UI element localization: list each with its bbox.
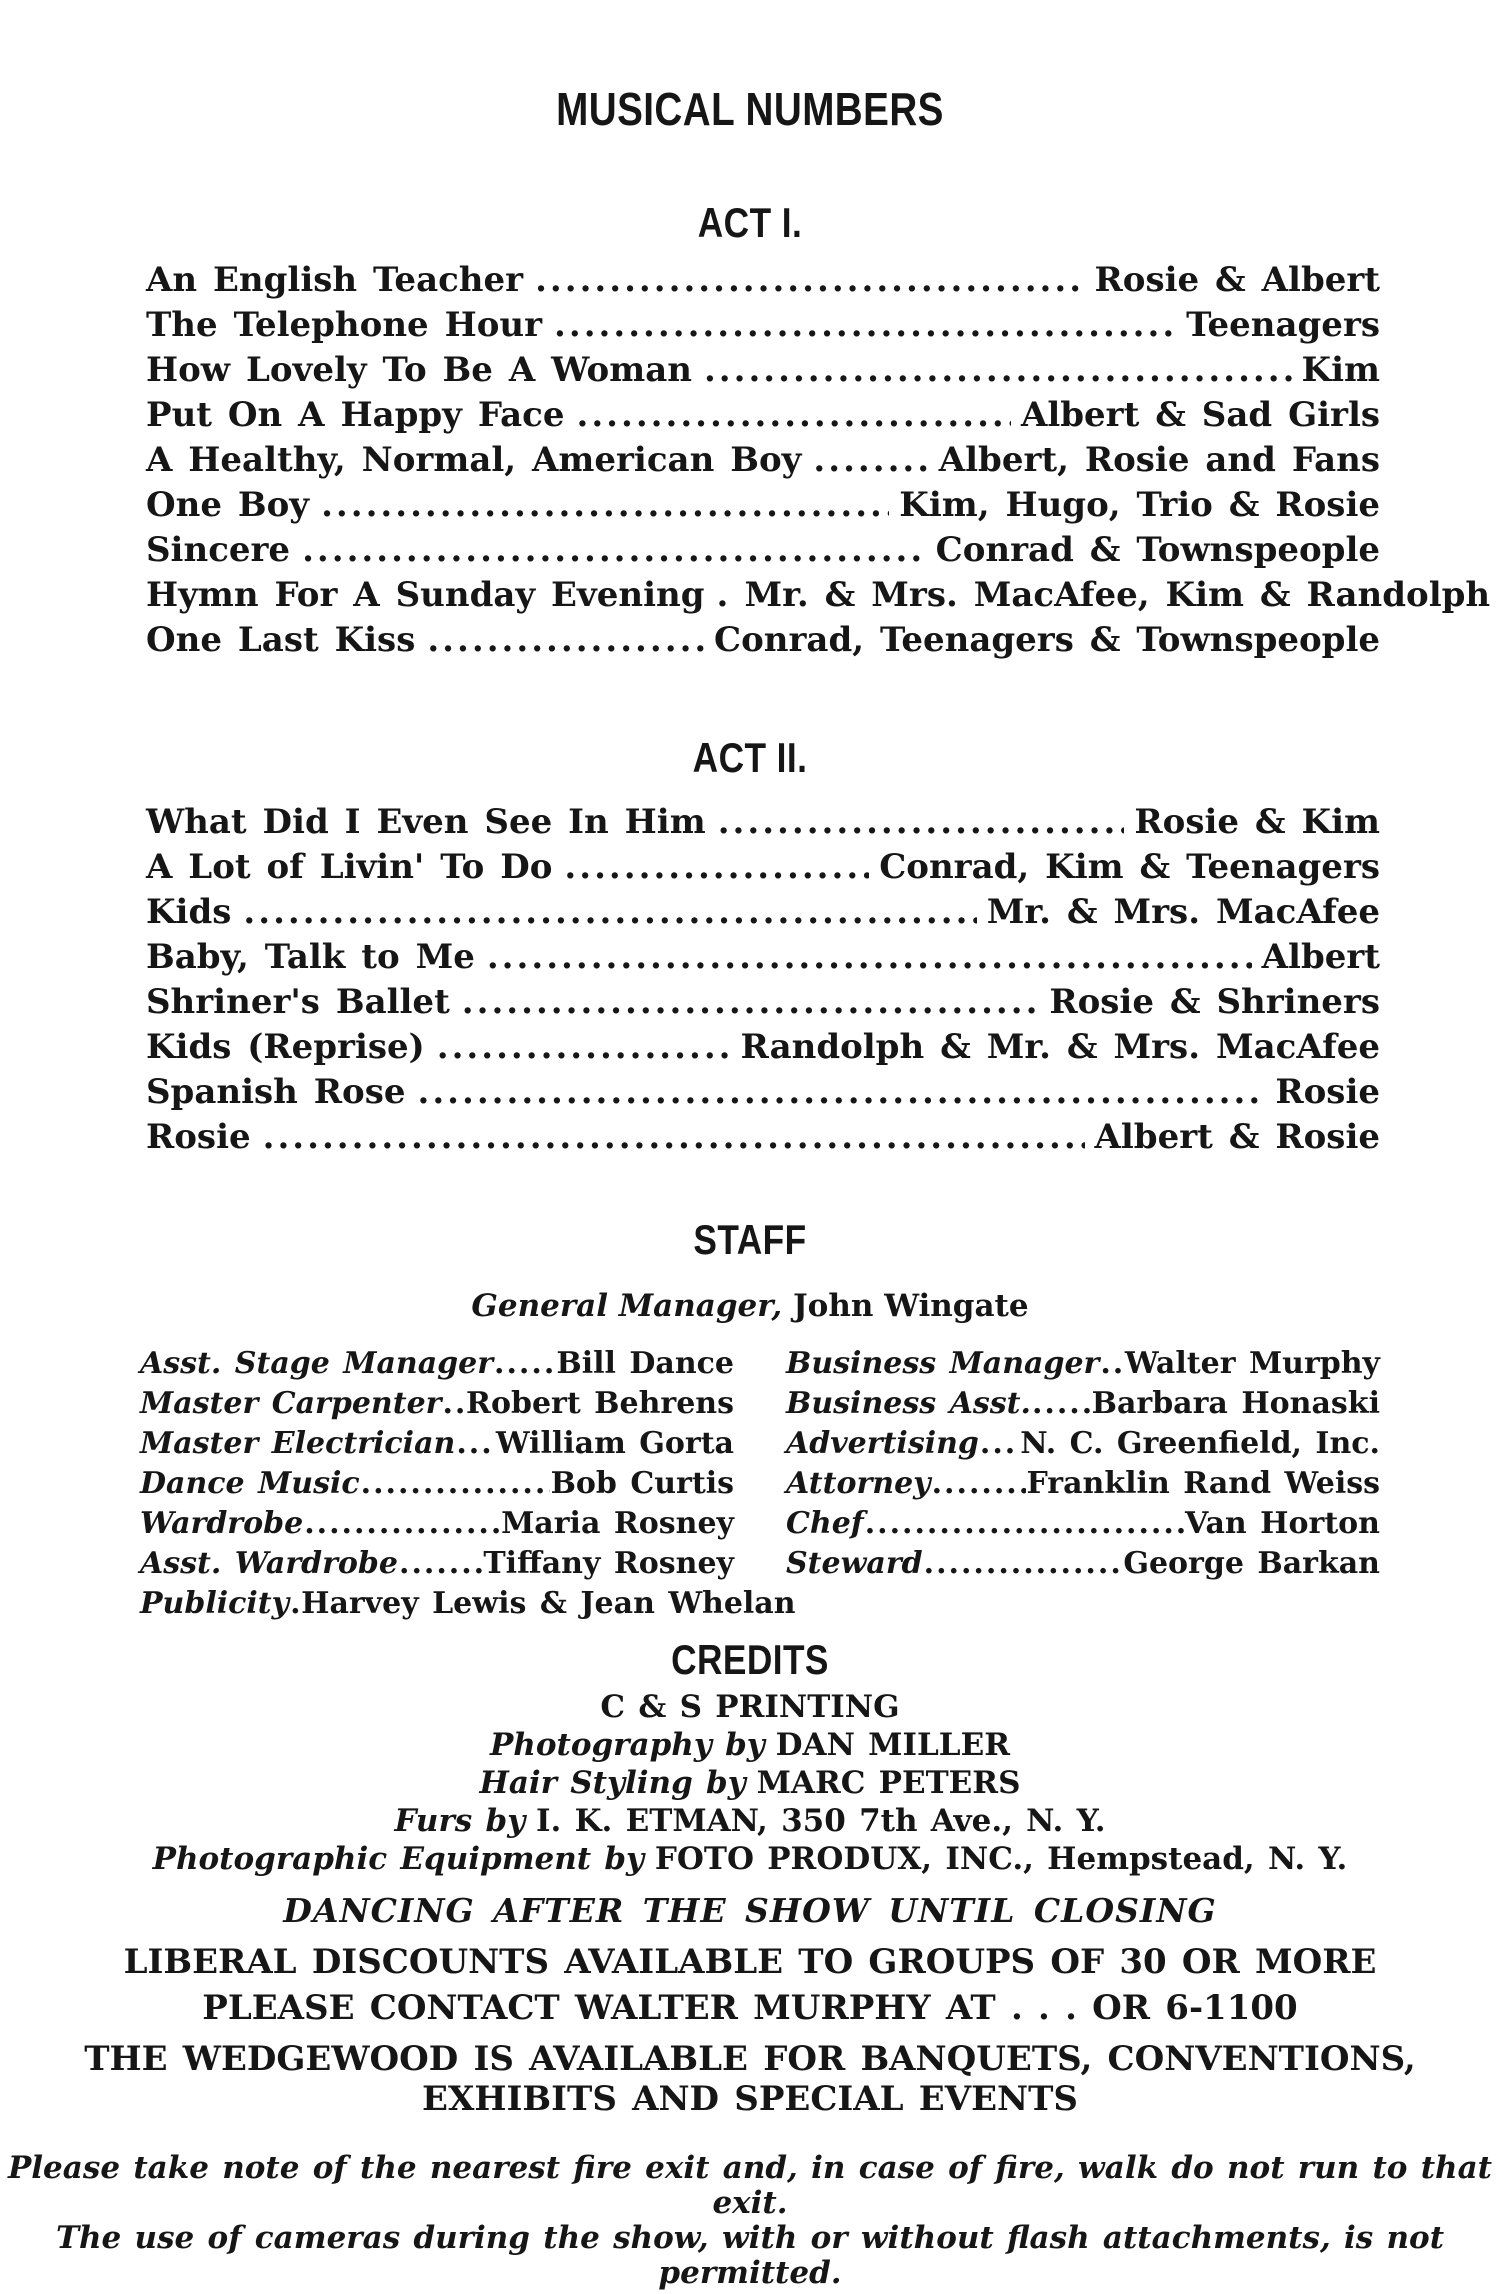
dotted-leader	[243, 890, 976, 935]
song-performers: Randolph & Mr. & Mrs. MacAfee	[740, 1027, 1380, 1067]
dotted-leader	[704, 348, 1292, 393]
staff-row	[140, 1584, 796, 1624]
staff-role: Business Manager	[786, 1346, 1100, 1381]
credit-name: I. K. ETMAN, 350 7th Ave., N. Y.	[536, 1803, 1106, 1839]
staff-role: Asst. Wardrobe	[140, 1546, 398, 1581]
staff-role: Wardrobe	[140, 1506, 304, 1541]
staff-role: Chef	[786, 1506, 864, 1541]
staff-name: Barbara Honaski	[1091, 1386, 1380, 1421]
general-manager-role: General Manager,	[471, 1288, 783, 1324]
song-row	[146, 258, 1380, 303]
credits-list	[0, 1688, 1500, 1878]
fire-exit-notice	[0, 2151, 1500, 2291]
staff-name: George Barkan	[1123, 1546, 1380, 1581]
dotted-leader	[487, 935, 1252, 980]
staff-name: Franklin Rand Weiss	[1026, 1466, 1380, 1501]
dotted-leader	[361, 1464, 550, 1504]
act2-heading: ACT II.	[692, 734, 808, 781]
credit-name: C & S PRINTING	[600, 1689, 900, 1725]
song-performers: Rosie & Albert	[1094, 260, 1380, 300]
credit-line	[0, 1764, 1500, 1802]
venue-availability-line2: EXHIBITS AND SPECIAL EVENTS	[422, 2079, 1078, 2119]
song-title: One Boy	[146, 485, 310, 525]
song-row	[146, 438, 1380, 483]
staff-role: Attorney	[786, 1466, 931, 1501]
staff-name: Robert Behrens	[466, 1386, 734, 1421]
song-row	[146, 573, 1491, 618]
dotted-leader	[290, 1584, 300, 1624]
staff-row	[140, 1504, 734, 1544]
song-performers: Conrad, Kim & Teenagers	[879, 847, 1380, 887]
song-performers: Albert	[1261, 937, 1380, 977]
staff-row	[140, 1424, 734, 1464]
song-title: One Last Kiss	[146, 620, 416, 660]
song-row	[146, 890, 1380, 935]
credit-name: MARC PETERS	[756, 1765, 1021, 1801]
act1-heading: ACT I.	[697, 199, 803, 246]
venue-availability-notice	[0, 2039, 1500, 2119]
credit-line	[0, 1840, 1500, 1878]
song-title: Kids (Reprise)	[146, 1027, 425, 1067]
act1-song-list	[0, 258, 1500, 663]
song-title: Hymn For A Sunday Evening	[146, 575, 705, 615]
song-performers: Kim	[1301, 350, 1380, 390]
dotted-leader	[564, 845, 869, 890]
song-title: Rosie	[146, 1117, 251, 1157]
song-row	[146, 1115, 1380, 1160]
staff-role: Dance Music	[140, 1466, 360, 1501]
staff-row	[140, 1384, 734, 1424]
song-title: Shriner's Ballet	[146, 982, 450, 1022]
staff-row	[786, 1344, 1380, 1384]
credit-line	[0, 1688, 1500, 1726]
song-row	[146, 303, 1380, 348]
song-row	[146, 618, 1380, 663]
general-manager-line	[0, 1288, 1500, 1324]
staff-role: Advertising	[786, 1426, 979, 1461]
staff-row	[786, 1504, 1380, 1544]
staff-role: Publicity	[140, 1586, 290, 1621]
staff-row	[140, 1344, 734, 1384]
general-manager-name: John Wingate	[792, 1288, 1029, 1324]
group-discounts-line1: LIBERAL DISCOUNTS AVAILABLE TO GROUPS OF 30 OR MORE	[123, 1942, 1377, 1982]
dancing-notice: DANCING AFTER THE SHOW UNTIL CLOSING	[283, 1891, 1217, 1930]
song-row	[146, 800, 1380, 845]
dotted-leader	[304, 1504, 500, 1544]
song-performers: Rosie & Shriners	[1049, 982, 1380, 1022]
dotted-leader	[554, 303, 1176, 348]
song-row	[146, 980, 1380, 1025]
staff-left-column	[140, 1344, 796, 1624]
staff-name: Harvey Lewis & Jean Whelan	[301, 1586, 796, 1621]
song-performers: Albert & Sad Girls	[1020, 395, 1380, 435]
song-title: Kids	[146, 892, 232, 932]
dotted-leader	[1100, 1344, 1123, 1384]
song-title: Spanish Rose	[146, 1072, 406, 1112]
song-title: The Telephone Hour	[146, 305, 543, 345]
dotted-leader	[437, 1025, 731, 1070]
dotted-leader	[302, 528, 926, 573]
dotted-leader	[456, 1424, 495, 1464]
staff-name: N. C. Greenfield, Inc.	[1020, 1426, 1380, 1461]
song-title: An English Teacher	[146, 260, 524, 300]
song-title: Put On A Happy Face	[146, 395, 565, 435]
song-performers: Rosie	[1275, 1072, 1380, 1112]
staff-row	[140, 1464, 734, 1504]
credit-prefix: Photographic Equipment by	[152, 1841, 645, 1877]
dotted-leader	[462, 980, 1040, 1025]
dotted-leader	[263, 1115, 1085, 1160]
staff-name: Bill Dance	[556, 1346, 734, 1381]
staff-row	[786, 1544, 1380, 1584]
song-performers: Albert, Rosie and Fans	[938, 440, 1380, 480]
song-performers: Mr. & Mrs. MacAfee	[986, 892, 1380, 932]
venue-availability-line1: THE WEDGEWOOD IS AVAILABLE FOR BANQUETS, CONVENTIONS,	[84, 2039, 1416, 2079]
staff-role: Master Electrician	[140, 1426, 456, 1461]
dotted-leader	[442, 1384, 465, 1424]
dotted-leader	[924, 1544, 1123, 1584]
song-performers: Teenagers	[1186, 305, 1380, 345]
credit-prefix: Hair Styling by	[479, 1765, 746, 1801]
song-title: A Lot of Livin' To Do	[146, 847, 553, 887]
group-discounts-notice	[0, 1939, 1500, 2031]
credit-prefix: Photography by	[489, 1727, 765, 1763]
song-title: A Healthy, Normal, American Boy	[146, 440, 802, 480]
song-title: Baby, Talk to Me	[146, 937, 475, 977]
song-row	[146, 1070, 1380, 1115]
staff-columns	[0, 1344, 1500, 1624]
song-row	[146, 348, 1380, 393]
dotted-leader	[535, 258, 1084, 303]
dotted-leader	[321, 483, 889, 528]
dotted-leader	[399, 1544, 482, 1584]
staff-role: Master Carpenter	[140, 1386, 442, 1421]
staff-name: Van Horton	[1184, 1506, 1380, 1541]
credit-prefix: Furs by	[394, 1803, 526, 1839]
dotted-leader	[932, 1464, 1026, 1504]
song-title: Sincere	[146, 530, 291, 570]
song-row	[146, 1025, 1380, 1070]
staff-name: Walter Murphy	[1124, 1346, 1380, 1381]
dotted-leader	[427, 618, 704, 663]
song-performers: Rosie & Kim	[1134, 802, 1380, 842]
dotted-leader	[716, 573, 734, 618]
song-title: How Lovely To Be A Woman	[146, 350, 692, 390]
song-performers: Kim, Hugo, Trio & Rosie	[899, 485, 1380, 525]
page-title: MUSICAL NUMBERS	[556, 83, 944, 135]
staff-role: Business Asst.	[786, 1386, 1031, 1421]
staff-right-column	[786, 1344, 1380, 1624]
dotted-leader	[865, 1504, 1184, 1544]
credit-name: DAN MILLER	[775, 1727, 1010, 1763]
credit-line	[0, 1802, 1500, 1840]
dotted-leader	[718, 800, 1125, 845]
group-discounts-line2: PLEASE CONTACT WALTER MURPHY AT . . . OR 6-1100	[202, 1988, 1298, 2028]
staff-row	[140, 1544, 734, 1584]
fire-exit-line1: Please take note of the nearest fire exit and, in case of fire, walk do not run to that exit.	[7, 2150, 1493, 2221]
song-row	[146, 935, 1380, 980]
staff-row	[786, 1424, 1380, 1464]
dotted-leader	[417, 1070, 1265, 1115]
staff-heading: STAFF	[693, 1216, 807, 1263]
staff-role: Asst. Stage Manager	[140, 1346, 494, 1381]
dotted-leader	[980, 1424, 1019, 1464]
song-performers: Albert & Rosie	[1094, 1117, 1380, 1157]
staff-name: Tiffany Rosney	[483, 1546, 734, 1581]
dotted-leader	[494, 1344, 555, 1384]
act2-song-list	[0, 800, 1500, 1160]
fire-exit-line2: The use of cameras during the show, with or without flash attachments, is not permitted.	[55, 2220, 1445, 2291]
staff-row	[786, 1464, 1380, 1504]
song-performers: Mr. & Mrs. MacAfee, Kim & Randolph	[744, 575, 1491, 615]
staff-name: Maria Rosney	[501, 1506, 734, 1541]
dotted-leader	[813, 438, 928, 483]
credit-name: FOTO PRODUX, INC., Hempstead, N. Y.	[654, 1841, 1348, 1877]
staff-row	[786, 1384, 1380, 1424]
dotted-leader	[576, 393, 1010, 438]
song-performers: Conrad & Townspeople	[935, 530, 1380, 570]
song-performers: Conrad, Teenagers & Townspeople	[714, 620, 1380, 660]
song-row	[146, 528, 1380, 573]
song-row	[146, 483, 1380, 528]
staff-name: William Gorta	[495, 1426, 734, 1461]
staff-name: Bob Curtis	[550, 1466, 734, 1501]
credit-line	[0, 1726, 1500, 1764]
staff-role: Steward	[786, 1546, 923, 1581]
song-title: What Did I Even See In Him	[146, 802, 706, 842]
dotted-leader	[1032, 1384, 1091, 1424]
song-row	[146, 845, 1380, 890]
song-row	[146, 393, 1380, 438]
credits-heading: CREDITS	[671, 1636, 829, 1683]
